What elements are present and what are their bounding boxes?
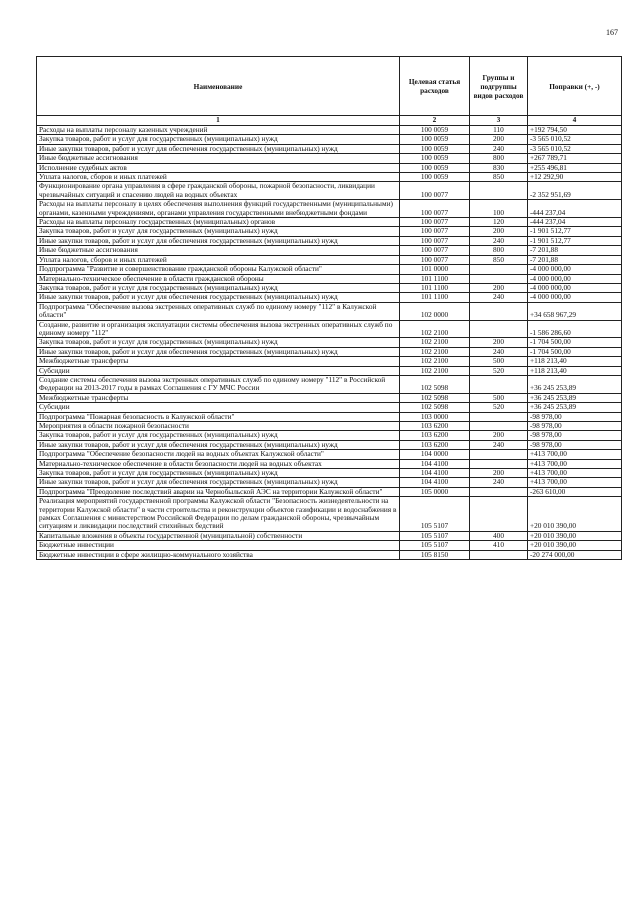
row-amount: +20 010 390,00	[528, 541, 622, 550]
row-group: 200	[470, 431, 528, 440]
row-name: Иные бюджетные ассигнования	[37, 246, 400, 255]
table-row	[37, 200, 622, 218]
row-amount: -4 000 000,00	[528, 274, 622, 283]
row-amount: -3 565 010,52	[528, 144, 622, 153]
row-name: Расходы на выплаты персоналу государственных (муниципальных) органов	[37, 218, 400, 227]
row-code: 100 0059	[400, 163, 470, 172]
row-group	[470, 302, 528, 320]
row-name: Субсидии	[37, 366, 400, 375]
row-amount: +118 213,40	[528, 357, 622, 366]
row-group	[470, 412, 528, 421]
row-amount: +20 010 390,00	[528, 497, 622, 532]
row-code: 100 0077	[400, 236, 470, 245]
row-code: 100 0059	[400, 173, 470, 182]
row-group	[470, 497, 528, 532]
row-group: 110	[470, 126, 528, 135]
row-group: 240	[470, 293, 528, 302]
row-amount: +255 496,81	[528, 163, 622, 172]
row-name: Материально-техническое обеспечение в области гражданской обороны	[37, 274, 400, 283]
row-amount: +413 700,00	[528, 450, 622, 459]
row-group: 200	[470, 469, 528, 478]
table-row	[37, 541, 622, 550]
row-code: 100 0077	[400, 218, 470, 227]
row-name: Расходы на выплаты персоналу казенных учреждений	[37, 126, 400, 135]
row-code: 105 5107	[400, 497, 470, 532]
row-amount: -1 586 286,60	[528, 320, 622, 338]
row-code: 104 4100	[400, 478, 470, 487]
table-row	[37, 431, 622, 440]
header-row	[37, 57, 622, 116]
row-amount: +34 658 967,29	[528, 302, 622, 320]
row-code: 104 0000	[400, 450, 470, 459]
column-number: 4	[528, 116, 622, 126]
header-amount: Поправки (+, -)	[528, 57, 622, 116]
table-row	[37, 302, 622, 320]
row-name: Межбюджетные трансферты	[37, 393, 400, 402]
row-code: 102 2100	[400, 357, 470, 366]
row-amount: -4 000 000,00	[528, 293, 622, 302]
table-row	[37, 293, 622, 302]
row-name: Иные закупки товаров, работ и услуг для обеспечения государственных (муниципальных) нужд	[37, 440, 400, 449]
row-amount: -1 704 500,00	[528, 338, 622, 347]
row-code: 102 0000	[400, 302, 470, 320]
row-name: Подпрограмма "Обеспечение вызова экстренных оперативных служб по единому номеру "112" в Калужской области"	[37, 302, 400, 320]
row-name: Функционирование органа управления в сфере гражданской обороны, пожарной безопасности, ликвидации чрезвычайных ситуаций и спасению людей на водных объектах	[37, 182, 400, 200]
row-name: Уплата налогов, сборов и иных платежей	[37, 255, 400, 264]
table-row	[37, 375, 622, 393]
table-row	[37, 478, 622, 487]
row-code: 103 0000	[400, 412, 470, 421]
row-name: Расходы на выплаты персоналу в целях обеспечения выполнения функций государственными (муниципальными) органами, казенными учреждениями, органами управления государственными внебюджетными фондами	[37, 200, 400, 218]
row-group: 240	[470, 440, 528, 449]
row-amount: +413 700,00	[528, 478, 622, 487]
row-code: 103 6200	[400, 422, 470, 431]
header-name: Наименование	[37, 57, 400, 116]
table-row	[37, 246, 622, 255]
row-code: 104 4100	[400, 469, 470, 478]
row-code: 100 0077	[400, 255, 470, 264]
row-group: 200	[470, 135, 528, 144]
row-name: Иные бюджетные ассигнования	[37, 154, 400, 163]
row-code: 104 4100	[400, 459, 470, 468]
row-group	[470, 265, 528, 274]
row-amount: -98 978,00	[528, 431, 622, 440]
row-code: 101 1100	[400, 293, 470, 302]
row-name: Иные закупки товаров, работ и услуг для обеспечения государственных (муниципальных) нужд	[37, 236, 400, 245]
row-name: Межбюджетные трансферты	[37, 357, 400, 366]
row-group	[470, 375, 528, 393]
row-code: 102 2100	[400, 320, 470, 338]
row-name: Исполнение судебных актов	[37, 163, 400, 172]
row-amount: +36 245 253,89	[528, 393, 622, 402]
row-name: Закупка товаров, работ и услуг для государственных (муниципальных) нужд	[37, 431, 400, 440]
budget-amendments-table	[36, 56, 622, 560]
row-amount: +267 789,71	[528, 154, 622, 163]
row-name: Подпрограмма "Пожарная безопасность в Калужской области"	[37, 412, 400, 421]
row-group	[470, 487, 528, 496]
row-amount: -1 901 512,77	[528, 227, 622, 236]
row-code: 102 2100	[400, 366, 470, 375]
row-code: 105 0000	[400, 487, 470, 496]
row-name: Подпрограмма "Обеспечение безопасности людей на водных объектах Калужской области"	[37, 450, 400, 459]
row-name: Иные закупки товаров, работ и услуг для обеспечения государственных (муниципальных) нужд	[37, 293, 400, 302]
column-number: 1	[37, 116, 400, 126]
row-amount: -98 978,00	[528, 440, 622, 449]
table-row	[37, 497, 622, 532]
table-row	[37, 265, 622, 274]
row-name: Подпрограмма "Развитие и совершенствование гражданской обороны Калужской области"	[37, 265, 400, 274]
row-amount: -20 274 000,00	[528, 550, 622, 559]
row-name: Бюджетные инвестиции в сфере жилищно-коммунального хозяйства	[37, 550, 400, 559]
row-group: 200	[470, 227, 528, 236]
row-amount: +413 700,00	[528, 469, 622, 478]
row-group: 500	[470, 393, 528, 402]
row-amount: -444 237,04	[528, 218, 622, 227]
row-group: 240	[470, 144, 528, 153]
row-code: 102 5098	[400, 393, 470, 402]
row-name: Материально-техническое обеспечение в области безопасности людей на водных объектах	[37, 459, 400, 468]
row-group: 240	[470, 347, 528, 356]
row-code: 105 5107	[400, 541, 470, 550]
row-amount: +192 794,50	[528, 126, 622, 135]
row-amount: -7 201,88	[528, 255, 622, 264]
table-row	[37, 338, 622, 347]
row-group: 240	[470, 236, 528, 245]
column-number: 3	[470, 116, 528, 126]
row-group: 120	[470, 218, 528, 227]
row-group: 800	[470, 154, 528, 163]
row-code: 100 0059	[400, 144, 470, 153]
table-row	[37, 227, 622, 236]
row-name: Мероприятия в области пожарной безопасности	[37, 422, 400, 431]
row-name: Закупка товаров, работ и услуг для государственных (муниципальных) нужд	[37, 135, 400, 144]
table-row	[37, 550, 622, 559]
row-group: 830	[470, 163, 528, 172]
row-amount: -3 565 010,52	[528, 135, 622, 144]
column-number-row	[37, 116, 622, 126]
row-group: 520	[470, 403, 528, 412]
row-code: 102 2100	[400, 338, 470, 347]
row-amount: -98 978,00	[528, 412, 622, 421]
row-amount: +413 700,00	[528, 459, 622, 468]
row-group: 800	[470, 246, 528, 255]
row-code: 105 8150	[400, 550, 470, 559]
row-code: 100 0059	[400, 154, 470, 163]
table-row	[37, 135, 622, 144]
row-name: Иные закупки товаров, работ и услуг для обеспечения государственных (муниципальных) нужд	[37, 347, 400, 356]
row-name: Уплата налогов, сборов и иных платежей	[37, 173, 400, 182]
row-group	[470, 274, 528, 283]
row-amount: +36 245 253,89	[528, 375, 622, 393]
row-group: 520	[470, 366, 528, 375]
row-group: 240	[470, 478, 528, 487]
row-code: 100 0077	[400, 246, 470, 255]
row-amount: -4 000 000,00	[528, 283, 622, 292]
row-code: 101 1100	[400, 283, 470, 292]
column-number: 2	[400, 116, 470, 126]
row-amount: +118 213,40	[528, 366, 622, 375]
row-name: Создание системы обеспечения вызова экстренных оперативных служб по единому номеру "112" в Российской Федерации на 2013-2017 годы в рамках Соглашения с ГУ МЧС России	[37, 375, 400, 393]
row-amount: +12 292,90	[528, 173, 622, 182]
row-code: 102 5098	[400, 403, 470, 412]
row-amount: -1 901 512,77	[528, 236, 622, 245]
row-group: 500	[470, 357, 528, 366]
row-name: Реализация мероприятий государственной программы Калужской области "Безопасность жизнедеятельности на территории Калужской области" в части строительства и реконструкции объектов газификации и водоснабжения в рамках Соглашения с министерством Российской Федерации по делам гражданской обороны, чрезвычайным ситуациям и ликвидации последствий стихийных бедствий	[37, 497, 400, 532]
row-name: Иные закупки товаров, работ и услуг для обеспечения государственных (муниципальных) нужд	[37, 144, 400, 153]
row-code: 103 6200	[400, 431, 470, 440]
page-number: 167	[606, 28, 618, 37]
table-row	[37, 274, 622, 283]
row-name: Подпрограмма "Преодоление последствий аварии на Чернобыльской АЭС на территории Калужской области"	[37, 487, 400, 496]
table-row	[37, 403, 622, 412]
row-name: Бюджетные инвестиции	[37, 541, 400, 550]
row-group: 850	[470, 255, 528, 264]
row-group: 400	[470, 531, 528, 540]
row-name: Создание, развитие и организация эксплуатации системы обеспечения вызова экстренных оперативных служб по единому номеру "112"	[37, 320, 400, 338]
row-code: 105 5107	[400, 531, 470, 540]
table-row	[37, 357, 622, 366]
row-amount: -7 201,88	[528, 246, 622, 255]
row-group: 410	[470, 541, 528, 550]
row-code: 100 0059	[400, 126, 470, 135]
row-amount: -263 610,00	[528, 487, 622, 496]
row-name: Закупка товаров, работ и услуг для государственных (муниципальных) нужд	[37, 338, 400, 347]
table-row	[37, 450, 622, 459]
row-code: 103 6200	[400, 440, 470, 449]
row-code: 100 0059	[400, 135, 470, 144]
table-row	[37, 154, 622, 163]
row-amount: -4 000 000,00	[528, 265, 622, 274]
row-name: Закупка товаров, работ и услуг для государственных (муниципальных) нужд	[37, 283, 400, 292]
row-group	[470, 450, 528, 459]
header-group: Группы и подгруппы видов расходов	[470, 57, 528, 116]
header-code: Целевая статья расходов	[400, 57, 470, 116]
row-code: 102 2100	[400, 347, 470, 356]
table-row	[37, 320, 622, 338]
row-group: 850	[470, 173, 528, 182]
row-amount: +36 245 253,89	[528, 403, 622, 412]
row-amount: -444 237,04	[528, 200, 622, 218]
row-code: 101 1100	[400, 274, 470, 283]
row-code: 101 0000	[400, 265, 470, 274]
row-amount: -1 704 500,00	[528, 347, 622, 356]
row-group: 200	[470, 338, 528, 347]
row-name: Субсидии	[37, 403, 400, 412]
row-code: 100 0077	[400, 182, 470, 200]
row-name: Капитальные вложения в объекты государственной (муниципальной) собственности	[37, 531, 400, 540]
row-name: Закупка товаров, работ и услуг для государственных (муниципальных) нужд	[37, 469, 400, 478]
row-amount: +20 010 390,00	[528, 531, 622, 540]
row-group: 100	[470, 200, 528, 218]
row-code: 102 5098	[400, 375, 470, 393]
row-code: 100 0077	[400, 200, 470, 218]
row-group: 200	[470, 283, 528, 292]
table-row	[37, 182, 622, 200]
row-name: Иные закупки товаров, работ и услуг для обеспечения государственных (муниципальных) нужд	[37, 478, 400, 487]
row-group	[470, 550, 528, 559]
row-amount: -2 352 951,69	[528, 182, 622, 200]
row-amount: -98 978,00	[528, 422, 622, 431]
row-group	[470, 320, 528, 338]
row-code: 100 0077	[400, 227, 470, 236]
row-group	[470, 182, 528, 200]
row-name: Закупка товаров, работ и услуг для государственных (муниципальных) нужд	[37, 227, 400, 236]
